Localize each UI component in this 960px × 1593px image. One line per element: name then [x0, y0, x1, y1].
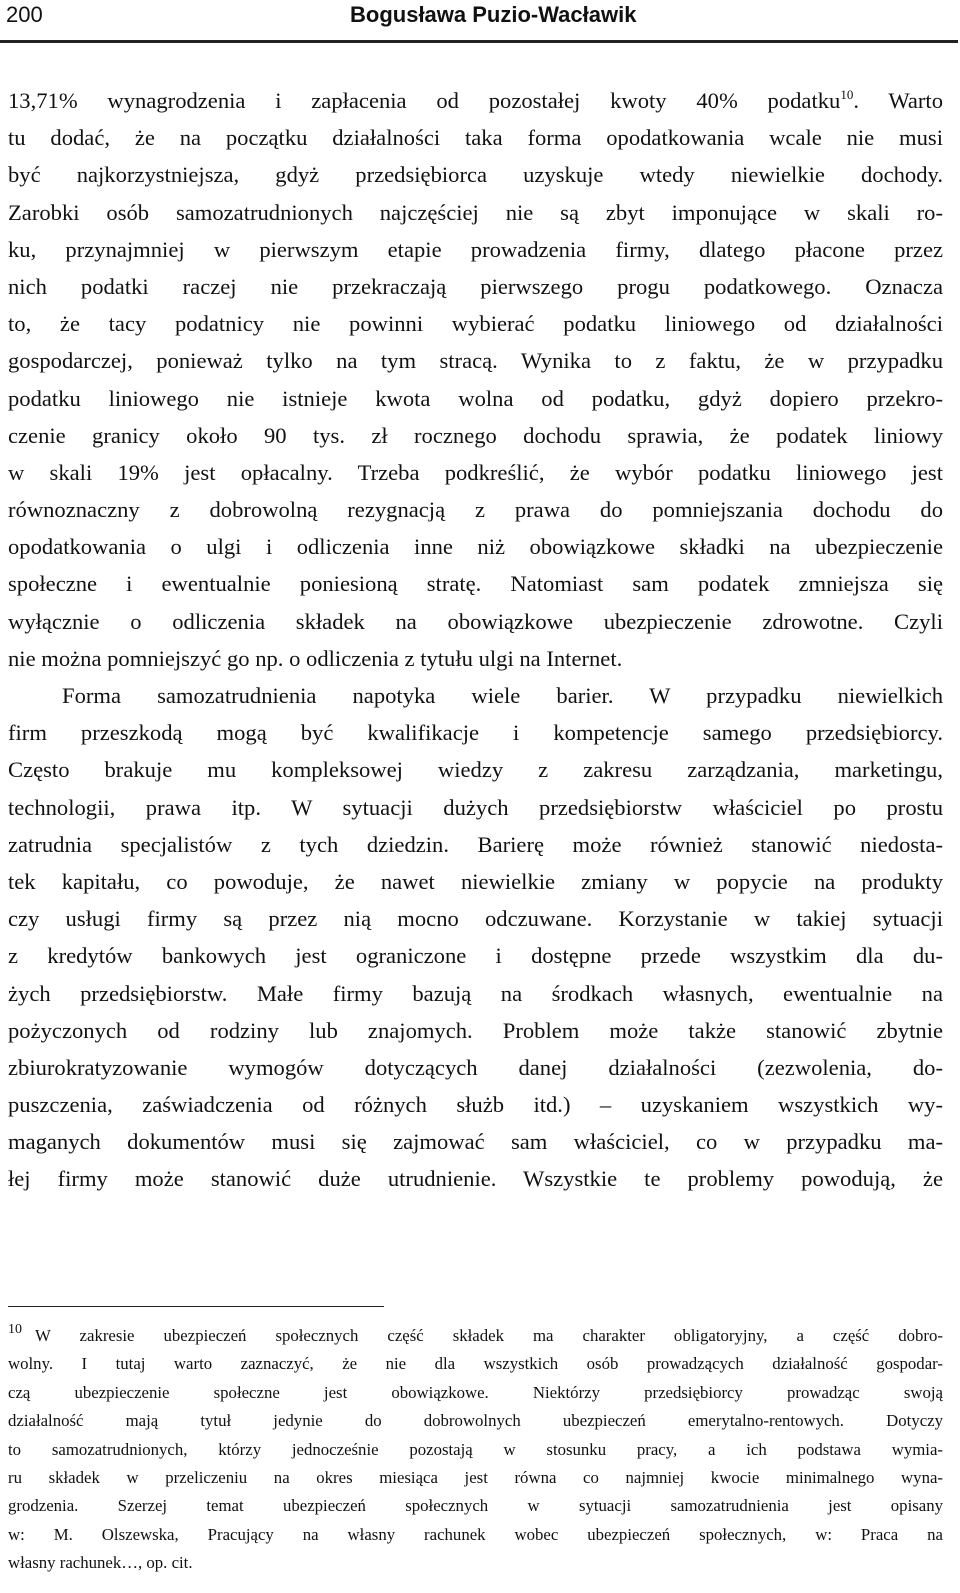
header-rule [0, 40, 958, 43]
page-number: 200 [6, 2, 43, 27]
body-line: łej firmy może stanowić duże utrudnienie. Wszystkie te problemy powodują, że [8, 1166, 943, 1192]
body-line: gospodarczej, ponieważ tylko na tym stracą. Wynika to z faktu, że w przypadku [8, 348, 943, 374]
footnote-line: w: M. Olszewska, Pracujący na własny rachunek wobec ubezpieczeń społecznych, w: Praca na [8, 1524, 943, 1544]
footnote-separator [8, 1306, 384, 1307]
footnote-line: czą ubezpieczenie społeczne jest obowiązkowe. Niektórzy przedsiębiorcy prowadząc swoją [8, 1382, 943, 1402]
footnote-line: W zakresie ubezpieczeń społecznych część składek ma charakter obligatoryjny, a część dobro- [35, 1326, 943, 1345]
body-line: pożyczonych od rodziny lub znajomych. Problem może także stanowić zbytnie [8, 1017, 943, 1043]
body-line: tek kapitału, co powoduje, że nawet niewielkie zmiany w popycie na produkty [8, 868, 943, 894]
body-line: wyłącznie o odliczenia składek na obowiązkowe ubezpieczenie zdrowotne. Czyli [8, 608, 943, 634]
footnote-10 [8, 1322, 943, 1578]
body-line-text: 13,71% wynagrodzenia i zapłacenia od pozostałej kwoty 40% podatku [8, 88, 841, 113]
body-line: podatku liniowego nie istnieje kwota wolna od podatku, gdyż dopiero przekro- [8, 385, 943, 411]
body-line: Zarobki osób samozatrudnionych najczęściej nie są zbyt imponujące w skali ro- [8, 199, 943, 225]
body-text [8, 82, 943, 1198]
footnote-line: ru składek w przeliczeniu na okres miesiąca jest równa co najmniej kwocie minimalnego wyna- [8, 1467, 943, 1487]
body-line: firm przeszkodą mogą być kwalifikacje i kompetencje samego przedsiębiorcy. [8, 720, 943, 746]
body-line: żych przedsiębiorstw. Małe firmy bazują na środkach własnych, ewentualnie na [8, 980, 943, 1006]
body-line: opodatkowania o ulgi i odliczenia inne niż obowiązkowe składki na ubezpieczenie [8, 534, 943, 560]
footnote-line: wolny. I tutaj warto zaznaczyć, że nie dla wszystkich osób prowadzących działalność gospodar- [8, 1354, 943, 1374]
body-line: to, że tacy podatnicy nie powinni wybierać podatku liniowego od działalności [8, 311, 943, 337]
footnote-line: to samozatrudnionych, którzy jednocześnie pozostają w stosunku pracy, a ich podstawa wymia- [8, 1439, 943, 1459]
footnote-line: działalność mają tytuł jedynie do dobrowolnych ubezpieczeń emerytalno-rentowych. Dotyczy [8, 1411, 943, 1431]
body-line: społeczne i ewentualnie poniesioną stratę. Natomiast sam podatek zmniejsza się [8, 571, 943, 597]
footnote-reference[interactable]: 10 [840, 87, 854, 102]
running-head-author: Bogusława Puzio-Wacławik [350, 2, 637, 27]
body-line: zatrudnia specjalistów z tych dziedzin. Barierę może również stanowić niedosta- [8, 831, 943, 857]
body-line [8, 82, 943, 119]
body-line: puszczenia, zaświadczenia od różnych służb itd.) – uzyskaniem wszystkich wy- [8, 1092, 943, 1118]
body-line: maganych dokumentów musi się zajmować sam właściciel, co w przypadku ma- [8, 1129, 943, 1155]
footnote-line: własny rachunek…, op. cit. [8, 1553, 193, 1573]
body-line: tu dodać, że na początku działalności taka forma opodatkowania wcale nie musi [8, 125, 943, 151]
body-line: równoznaczny z dobrowolną rezygnacją z prawa do pomniejszania dochodu do [8, 497, 943, 523]
body-line: być najkorzystniejsza, gdyż przedsiębiorca uzyskuje wtedy niewielkie dochody. [8, 162, 943, 188]
footnote-line: grodzenia. Szerzej temat ubezpieczeń społecznych w sytuacji samozatrudnienia jest opisany [8, 1496, 943, 1516]
body-line: czenie granicy około 90 tys. zł rocznego dochodu sprawia, że podatek liniowy [8, 422, 943, 448]
body-line: z kredytów bankowych jest ograniczone i dostępne przede wszystkim dla du- [8, 943, 943, 969]
body-line-text: . Warto [853, 88, 943, 113]
body-line: w skali 19% jest opłacalny. Trzeba podkreślić, że wybór podatku liniowego jest [8, 459, 943, 485]
body-line: nie można pomniejszyć go np. o odliczenia z tytułu ulgi na Internet. [8, 645, 623, 671]
body-line: czy usługi firmy są przez nią mocno odczuwane. Korzystanie w takiej sytuacji [8, 906, 943, 932]
body-line: nich podatki raczej nie przekraczają pierwszego progu podatkowego. Oznacza [8, 273, 943, 299]
body-line: zbiurokratyzowanie wymogów dotyczących danej działalności (zezwolenia, do- [8, 1054, 943, 1080]
page-header [0, 0, 960, 46]
body-line: Często brakuje mu kompleksowej wiedzy z zakresu zarządzania, marketingu, [8, 757, 943, 783]
body-line: ku, przynajmniej w pierwszym etapie prowadzenia firmy, dlatego płacone przez [8, 236, 943, 262]
footnote-mark: 10 [8, 1322, 22, 1337]
body-line: Forma samozatrudnienia napotyka wiele barier. W przypadku niewielkich [62, 683, 943, 708]
body-line: technologii, prawa itp. W sytuacji dużych przedsiębiorstw właściciel po prostu [8, 794, 943, 820]
